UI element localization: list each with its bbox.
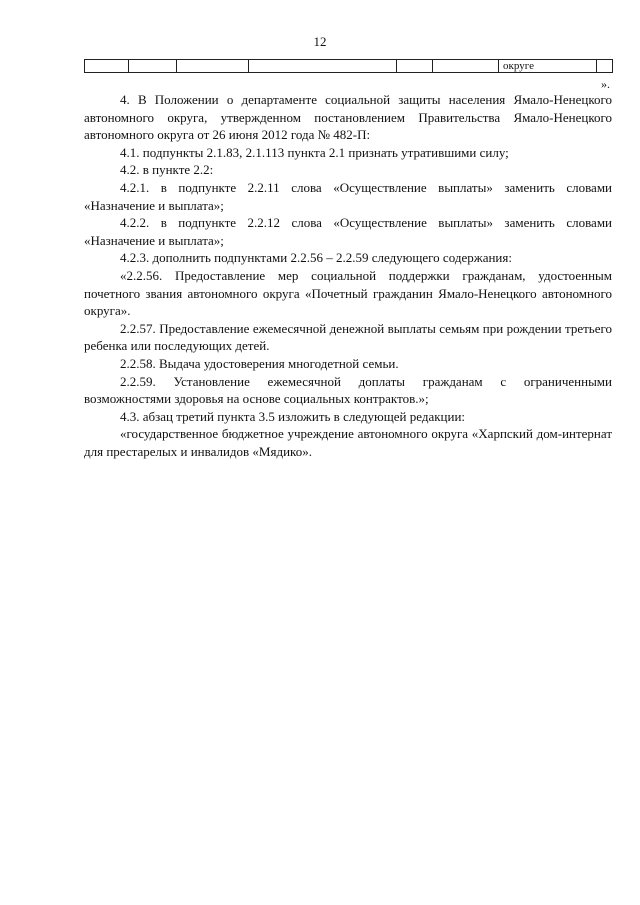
paragraph-4-2: 4.2. в пункте 2.2: <box>120 162 214 178</box>
paragraph-4-3: 4.3. абзац третий пункта 3.5 изложить в следующей редакции: <box>120 408 466 424</box>
table-cell <box>249 60 397 73</box>
table-fragment <box>84 59 613 73</box>
table-cell <box>85 60 129 73</box>
document-body <box>84 91 612 460</box>
paragraph-4-2-1: 4.2.1. в подпункте 2.2.11 слова «Осуществление выплаты» заменить словами «Назначение и выплата»; <box>84 179 612 213</box>
paragraph-2-2-58: 2.2.58. Выдача удостоверения многодетной семьи. <box>120 355 399 371</box>
table-cell <box>597 60 613 73</box>
paragraph-4: 4. В Положении о департаменте социальной защиты населения Ямало-Ненецкого автономного округа, утвержденном постановлением Правительства Ямало-Ненецкого автономного округа от 26 июня 2012 года № 482-П: <box>84 92 612 143</box>
table-cell <box>433 60 499 73</box>
table-cell-okruge: округе <box>499 60 597 73</box>
paragraph-2-2-57: 2.2.57. Предоставление ежемесячной денежной выплаты семьям при рождении третьего ребенка или последующих детей. <box>84 320 612 354</box>
table-cell <box>397 60 433 73</box>
table-cell <box>177 60 249 73</box>
paragraph-2-2-59: 2.2.59. Установление ежемесячной доплаты гражданам с ограниченными возможностями здоровья на основе социальных контрактов.»; <box>84 373 612 407</box>
paragraph-4-1: 4.1. подпункты 2.1.83, 2.1.113 пункта 2.1 признать утратившими силу; <box>120 144 509 160</box>
paragraph-2-2-56: «2.2.56. Предоставление мер социальной поддержки гражданам, удостоенным почетного звания автономного округа «Почетный гражданин Ямало-Ненецкого автономного округа». <box>84 267 612 319</box>
table-row <box>85 60 613 73</box>
paragraph-quote: «государственное бюджетное учреждение автономного округа «Харпский дом-интернат для престарелых и инвалидов «Мядико». <box>84 426 612 459</box>
table-cell <box>129 60 177 73</box>
table-closing-quote: ». <box>601 77 610 91</box>
paragraph-4-2-2: 4.2.2. в подпункте 2.2.12 слова «Осуществление выплаты» заменить словами «Назначение и выплата»; <box>84 215 612 248</box>
page-number: 12 <box>313 34 327 49</box>
paragraph-4-2-3: 4.2.3. дополнить подпунктами 2.2.56 – 2.2.59 следующего содержания: <box>120 250 512 266</box>
